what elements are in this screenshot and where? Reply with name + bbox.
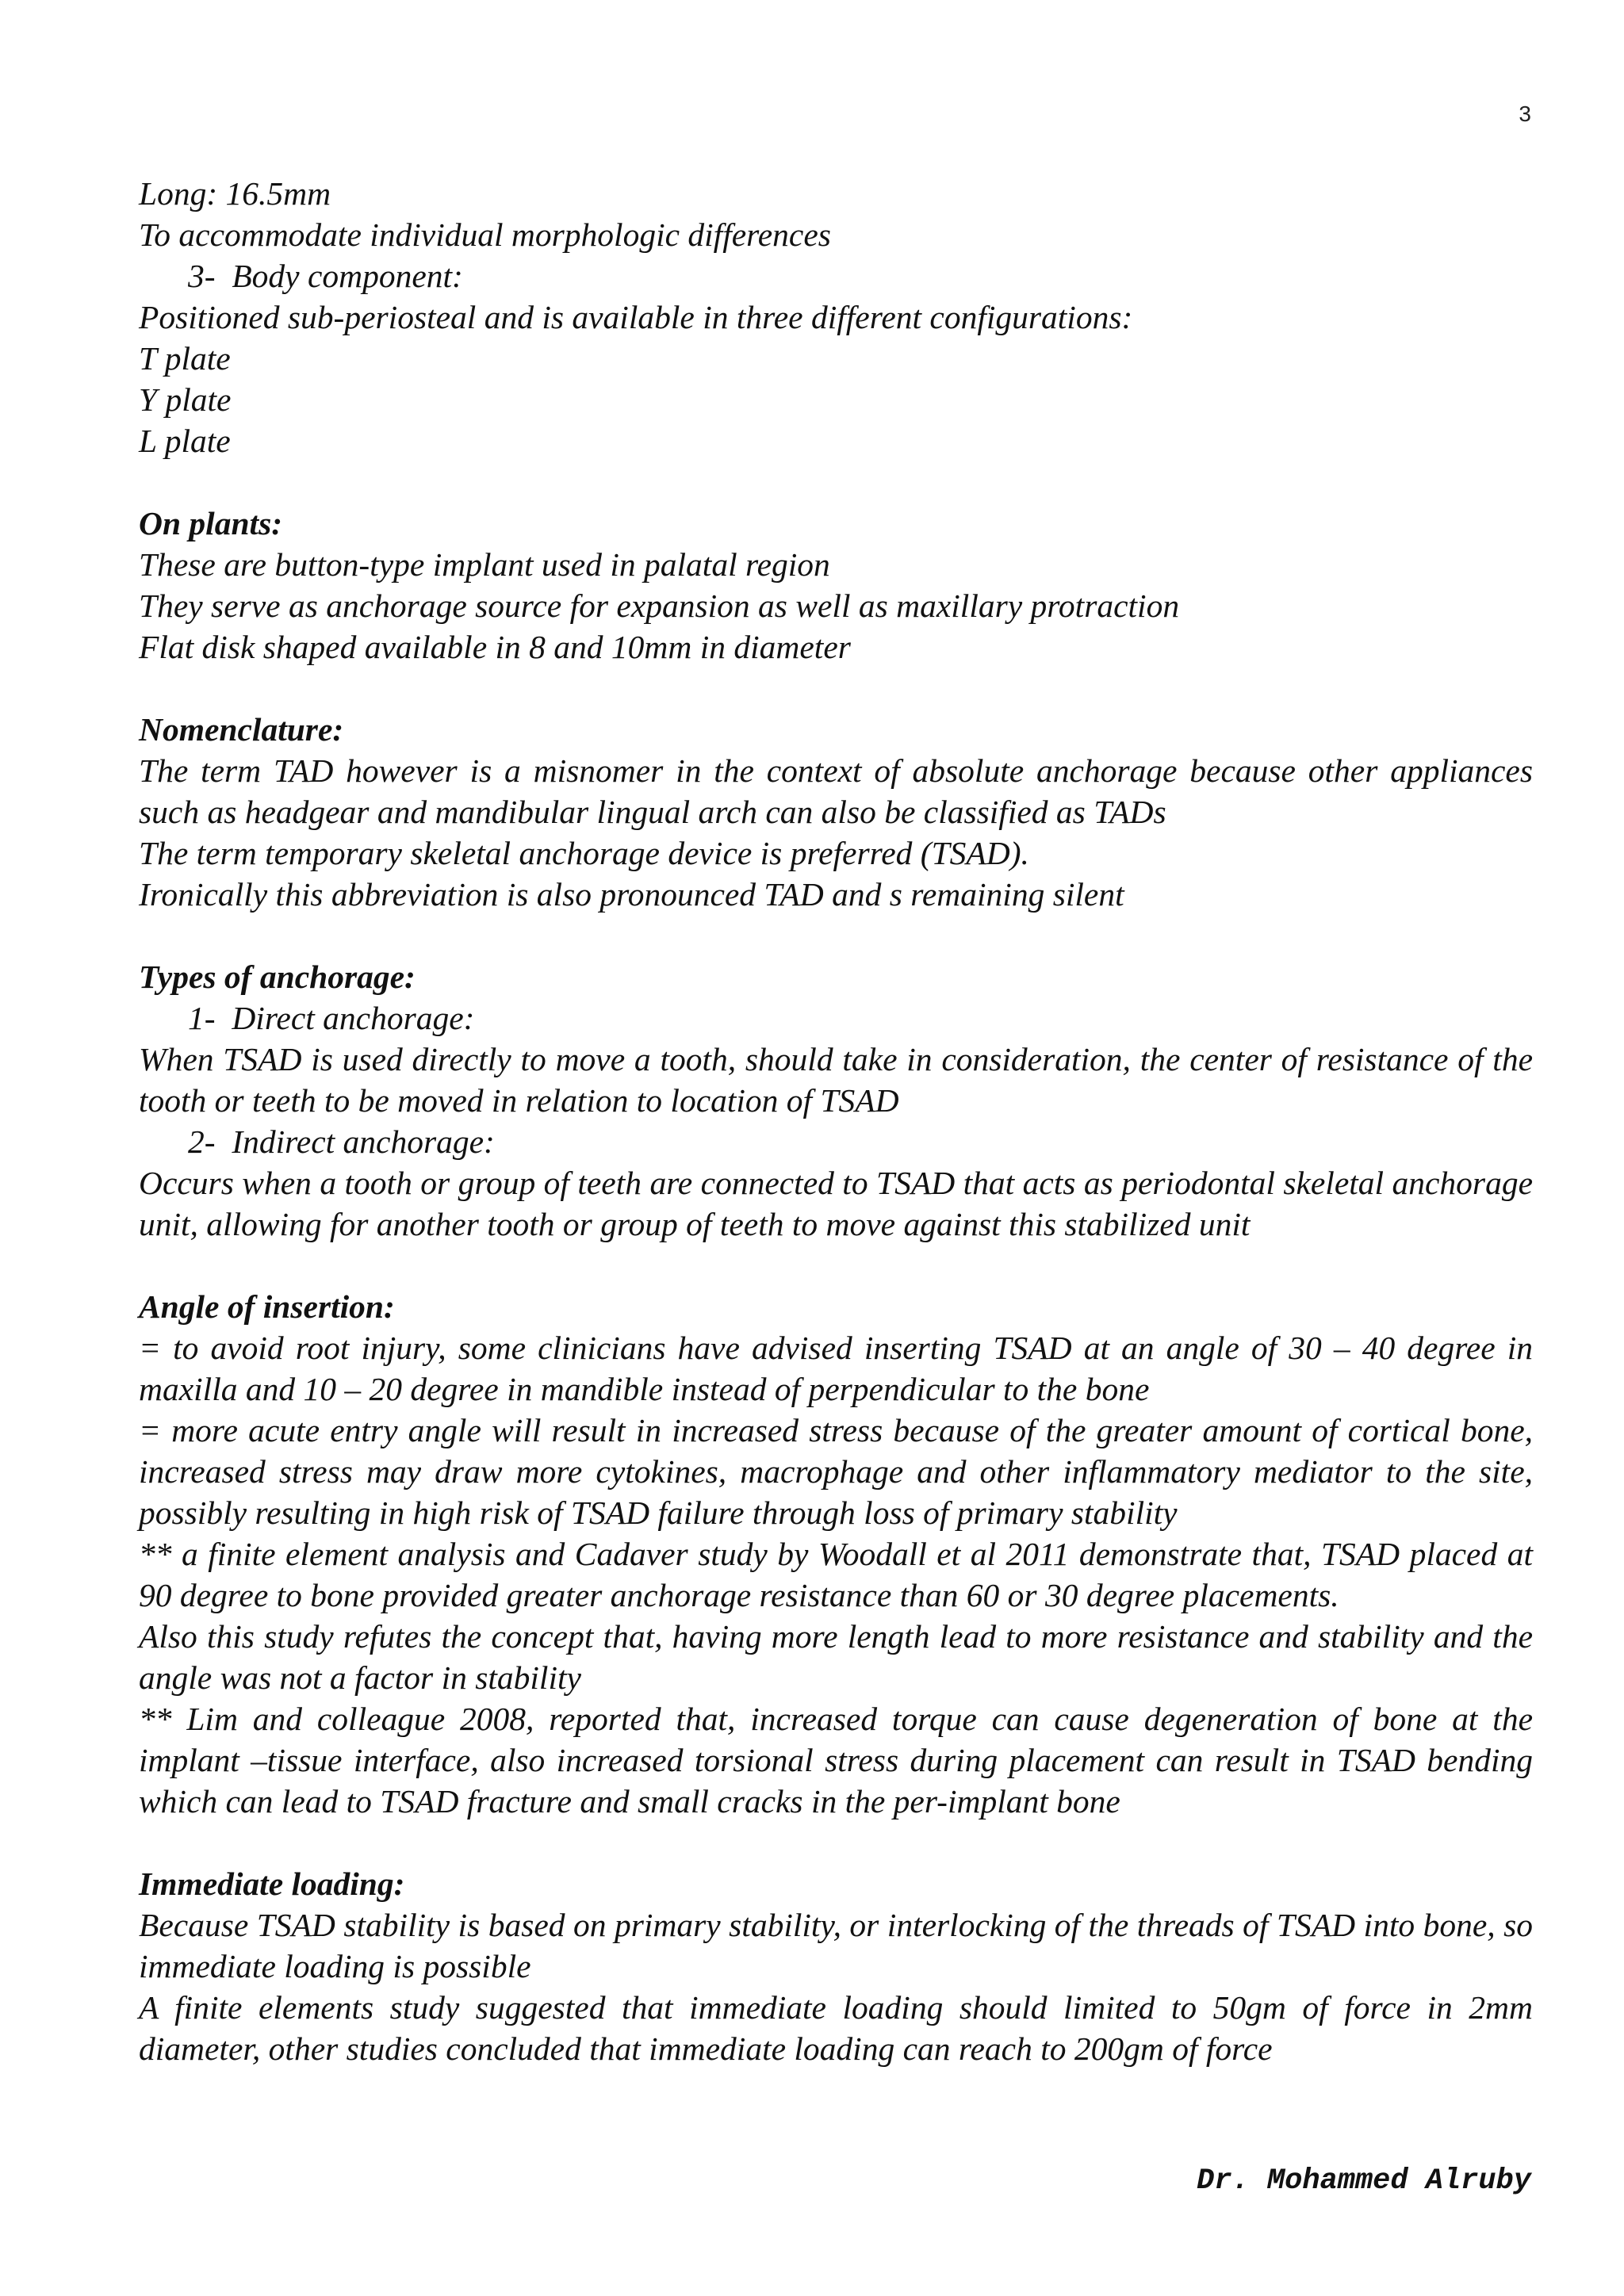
- onplants-line-1: These are button-type implant used in palatal region: [139, 546, 830, 583]
- spacer: [139, 1245, 1533, 1286]
- direct-anchorage-paragraph: When TSAD is used directly to move a tooth, should take in consideration, the center of resistance of the tooth or teeth to be moved in relation to location of TSAD: [139, 1041, 1533, 1119]
- indirect-anchorage-paragraph: Occurs when a tooth or group of teeth are connected to TSAD that acts as periodontal skeletal anchorage unit, allowing for another tooth or group of teeth to move against this stabilized unit: [139, 1165, 1533, 1242]
- spacer: [139, 915, 1533, 956]
- nomenclature-heading: Nomenclature:: [139, 711, 344, 748]
- l-plate: L plate: [139, 423, 231, 459]
- nomenclature-line-3: Ironically this abbreviation is also pronounced TAD and s remaining silent: [139, 876, 1124, 913]
- y-plate: Y plate: [139, 381, 232, 418]
- spacer: [139, 668, 1533, 709]
- angle-paragraph-1: = to avoid root injury, some clinicians have advised inserting TSAD at an angle of 30 – 40 degree in maxilla and 10 – 20 degree in mandible instead of perpendicular to the bone: [139, 1330, 1533, 1407]
- nomenclature-line-2: The term temporary skeletal anchorage device is preferred (TSAD).: [139, 835, 1029, 871]
- intro-long: Long: 16.5mm: [139, 175, 331, 212]
- intro-positioned: Positioned sub-periosteal and is available in three different configurations:: [139, 299, 1133, 335]
- angle-paragraph-3: ** a finite element analysis and Cadaver study by Woodall et al 2011 demonstrate that, TSAD placed at 90 degree to bone provided greater anchorage resistance than 60 or 30 degree placements.: [139, 1536, 1533, 1613]
- angle-paragraph-4: Also this study refutes the concept that, having more length lead to more resistance and stability and the angle was not a factor in stability: [139, 1618, 1533, 1696]
- immediate-heading: Immediate loading:: [139, 1866, 405, 1902]
- angle-heading: Angle of insertion:: [139, 1288, 395, 1325]
- intro-accommodate: To accommodate individual morphologic differences: [139, 216, 831, 253]
- angle-paragraph-2: = more acute entry angle will result in increased stress because of the greater amount of cortical bone, increased stress may draw more cytokines, macrophage and other inflammatory mediator to the site, possibly resulting in high risk of TSAD failure through loss of primary stability: [139, 1412, 1533, 1531]
- body-component-item: 3- Body component:: [188, 258, 463, 294]
- onplants-heading: On plants:: [139, 505, 283, 541]
- page-number: 3: [1519, 101, 1531, 126]
- spacer: [139, 1822, 1533, 1863]
- onplants-line-2: They serve as anchorage source for expansion as well as maxillary protraction: [139, 587, 1180, 624]
- author-footer: Dr. Mohammed Alruby: [1197, 2164, 1531, 2198]
- t-plate: T plate: [139, 340, 231, 377]
- immediate-paragraph-2: A finite elements study suggested that immediate loading should limited to 50gm of force in 2mm diameter, other studies concluded that immediate loading can reach to 200gm of force: [139, 1989, 1533, 2067]
- angle-paragraph-5: ** Lim and colleague 2008, reported that, increased torque can cause degeneration of bone at the implant –tissue interface, also increased torsional stress during placement can result in TSAD bending which can lead to TSAD fracture and small cracks in the per-implant bone: [139, 1701, 1533, 1820]
- types-heading: Types of anchorage:: [139, 959, 416, 995]
- immediate-paragraph-1: Because TSAD stability is based on primary stability, or interlocking of the threads of TSAD into bone, so immediate loading is possible: [139, 1907, 1533, 1984]
- page-content: [139, 173, 1533, 2069]
- nomenclature-paragraph-1: The term TAD however is a misnomer in the context of absolute anchorage because other appliances such as headgear and mandibular lingual arch can also be classified as TADs: [139, 752, 1533, 830]
- direct-anchorage-item: 1- Direct anchorage:: [188, 1000, 475, 1036]
- spacer: [139, 461, 1533, 503]
- onplants-line-3: Flat disk shaped available in 8 and 10mm in diameter: [139, 629, 851, 665]
- indirect-anchorage-item: 2- Indirect anchorage:: [188, 1123, 495, 1160]
